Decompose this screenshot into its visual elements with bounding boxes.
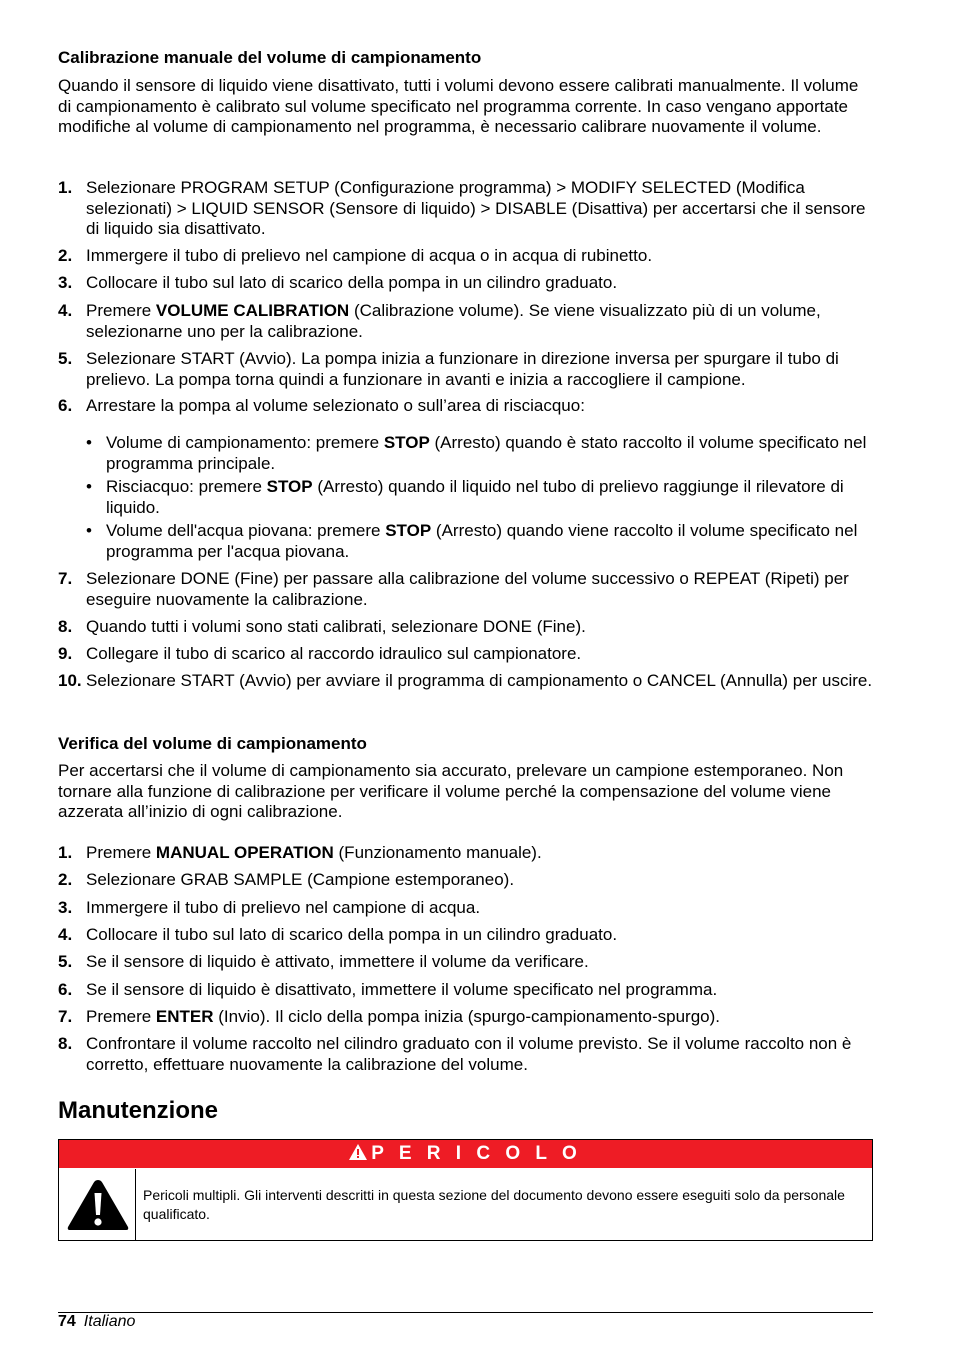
- list-item: [58, 569, 873, 610]
- step-number: 5.: [58, 952, 73, 971]
- step-number: 3.: [58, 898, 73, 917]
- step-text: Confrontare il volume raccolto nel cilindro graduato con il volume previsto. Se il volume raccolto non è corretto, effettuare nuovamente la calibrazione del volume.: [86, 1034, 852, 1074]
- step-text: Se il sensore di liquido è disattivato, immettere il volume specificato nel programma.: [86, 980, 718, 999]
- step-number: 5.: [58, 349, 73, 368]
- bullet-text: Volume di campionamento: premere STOP (Arresto) quando è stato raccolto il volume specificato nel programma principale.: [106, 433, 867, 473]
- step-number: 6.: [58, 980, 73, 999]
- list-item: [58, 396, 873, 417]
- list-item: [58, 843, 873, 864]
- bullet-dot: •: [86, 433, 92, 452]
- step-number: 9.: [58, 644, 73, 663]
- step-number: 8.: [58, 1034, 73, 1053]
- list-item: [58, 273, 873, 294]
- list-item: [58, 870, 873, 891]
- warning-icon: [349, 1144, 367, 1160]
- list-item: [58, 1007, 873, 1028]
- step-text: Selezionare PROGRAM SETUP (Configurazione programma) > MODIFY SELECTED (Modifica selezionati) > LIQUID SENSOR (Sensore di liquido) > DISABLE (Disattiva) per accertarsi che il sensore di liquido sia disattivato.: [86, 178, 866, 238]
- section-heading-maintenance: Manutenzione: [58, 1097, 218, 1124]
- footer-language: Italiano: [83, 1313, 136, 1330]
- list-item: [58, 178, 873, 240]
- step-number: 1.: [58, 843, 73, 862]
- step-text: Immergere il tubo di prelievo nel campione di acqua.: [86, 898, 481, 917]
- step-number: 7.: [58, 569, 73, 588]
- bullet-dot: •: [86, 477, 92, 496]
- list-item: [58, 644, 873, 665]
- step-number: 6.: [58, 396, 73, 415]
- danger-message: Pericoli multipli. Gli interventi descritti in questa sezione del documento devono essere eseguiti solo da personale qualificato.: [143, 1187, 845, 1222]
- step-number: 1.: [58, 178, 73, 197]
- list-item: [58, 952, 873, 973]
- step-text: Premere VOLUME CALIBRATION (Calibrazione volume). Se viene visualizzato più di un volume, selezionarne uno per la calibrazione.: [86, 301, 821, 341]
- bullet-dot: •: [86, 521, 92, 540]
- step-text: Collegare il tubo di scarico al raccordo idraulico sul campionatore.: [86, 644, 582, 663]
- step-text: Collocare il tubo sul lato di scarico della pompa in un cilindro graduato.: [86, 925, 618, 944]
- step-text: Selezionare START (Avvio). La pompa inizia a funzionare in direzione inversa per spurgare il tubo di prelievo. La pompa torna quindi a funzionare in avanti e inizia a raccogliere il campione.: [86, 349, 839, 389]
- list-item: [58, 301, 873, 342]
- bullet-item: [86, 433, 873, 474]
- step-number: 4.: [58, 925, 73, 944]
- step-text: Selezionare DONE (Fine) per passare alla calibrazione del volume successivo o REPEAT (Ripeti) per eseguire nuovamente la calibrazione.: [86, 569, 849, 609]
- step-number: 7.: [58, 1007, 73, 1026]
- list-item: [58, 980, 873, 1001]
- step-text: Selezionare GRAB SAMPLE (Campione estemporaneo).: [86, 870, 515, 889]
- step-text: Selezionare START (Avvio) per avviare il programma di campionamento o CANCEL (Annulla) per uscire.: [86, 671, 873, 690]
- step-number: 4.: [58, 301, 73, 320]
- step-text: Immergere il tubo di prelievo nel campione di acqua o in acqua di rubinetto.: [86, 246, 653, 265]
- warning-icon: [66, 1177, 130, 1233]
- bullet-item: [86, 477, 873, 518]
- step-number: 3.: [58, 273, 73, 292]
- list-item: [58, 1034, 873, 1075]
- step-text: Se il sensore di liquido è attivato, immettere il volume da verificare.: [86, 952, 589, 971]
- step-number: 8.: [58, 617, 73, 636]
- list-item: [58, 349, 873, 390]
- hazard-icon-cell: [59, 1169, 136, 1240]
- danger-header: [59, 1140, 872, 1168]
- list-item: [58, 246, 873, 267]
- step-text: Premere ENTER (Invio). Il ciclo della pompa inizia (spurgo-campionamento-spurgo).: [86, 1007, 720, 1026]
- page-footer: [58, 1312, 135, 1332]
- bullet-item: [86, 521, 873, 562]
- danger-label: P E R I C O L O: [371, 1143, 582, 1164]
- section-heading-volume-check: Verifica del volume di campionamento: [58, 734, 367, 753]
- step-text: Quando tutti i volumi sono stati calibrati, selezionare DONE (Fine).: [86, 617, 586, 636]
- list-item: [58, 925, 873, 946]
- danger-notice: [58, 1139, 873, 1241]
- section-heading-manual-calibration: Calibrazione manuale del volume di campionamento: [58, 48, 482, 67]
- step-text: Arrestare la pompa al volume selezionato o sull’area di risciacquo:: [86, 396, 585, 415]
- step-number: 2.: [58, 870, 73, 889]
- bullet-text: Volume dell'acqua piovana: premere STOP (Arresto) quando viene raccolto il volume specificato nel programma per l'acqua piovana.: [106, 521, 858, 561]
- step-text: Collocare il tubo sul lato di scarico della pompa in un cilindro graduato.: [86, 273, 618, 292]
- list-item: [58, 617, 873, 638]
- step-number: 2.: [58, 246, 73, 265]
- page-number: 74: [58, 1313, 76, 1330]
- list-item: [58, 671, 873, 692]
- intro-paragraph: Quando il sensore di liquido viene disattivato, tutti i volumi devono essere calibrati manualmente. Il volume di campionamento è calibrato sul volume specificato nel programma corrente. In caso vengano apportate modifiche al volume di campionamento nel programma, è necessario calibrare nuovamente il volume.: [58, 76, 859, 136]
- bullet-text: Risciacquo: premere STOP (Arresto) quando il liquido nel tubo di prelievo raggiunge il rilevatore di liquido.: [106, 477, 844, 517]
- footer-divider: [58, 1312, 873, 1313]
- step-text: Premere MANUAL OPERATION (Funzionamento manuale).: [86, 843, 542, 862]
- step-number: 10.: [58, 671, 82, 690]
- intro-paragraph: Per accertarsi che il volume di campionamento sia accurato, prelevare un campione estemporaneo. Non tornare alla funzione di calibrazione per verificare il volume perché la compensazione del volume viene azzerata all’inizio di ogni calibrazione.: [58, 761, 844, 821]
- list-item: [58, 898, 873, 919]
